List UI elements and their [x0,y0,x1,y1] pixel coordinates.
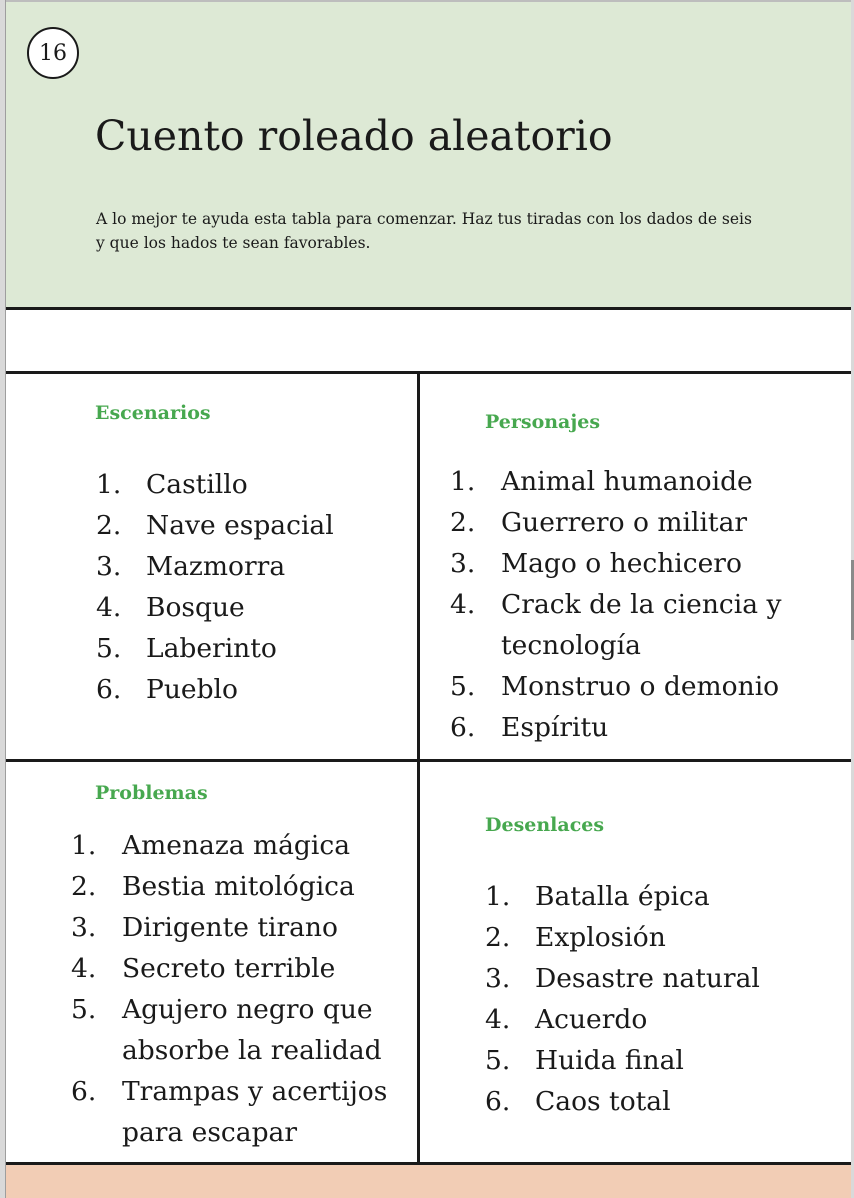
table-top-border [6,371,851,374]
list-item: 4. Crack de la ciencia y tecnología [450,589,782,661]
list-item: 5. Agujero negro que absorbe la realidad [71,994,382,1066]
list-item: 6. Espíritu [450,712,609,743]
list-item: 5. Monstruo o demonio [450,671,780,702]
list-item: 5. Huida final [485,1045,684,1076]
list-item: 3. Dirigente tirano [71,912,338,943]
list-item: 1. Batalla épica [485,881,710,912]
table-middle-border [6,759,851,762]
list-item: 5. Laberinto [96,633,277,664]
page-number-badge [27,27,79,79]
page-title: Cuento roleado aleatorio [95,112,613,160]
list-item: 1. Animal humanoide [450,466,753,497]
section-title-problemas: Problemas [95,782,208,804]
list-desenlaces [485,876,760,1122]
section-title-escenarios: Escenarios [95,402,211,424]
list-item: 4. Acuerdo [485,1004,648,1035]
list-personajes [450,461,781,748]
footer-band [6,1165,851,1198]
list-item: 2. Explosión [485,922,666,953]
list-item: 6. Pueblo [96,674,238,705]
list-item: 2. Guerrero o militar [450,507,748,538]
list-item: 6. Caos total [485,1086,671,1117]
list-item: 4. Secreto terrible [71,953,336,984]
list-problemas [71,825,387,1153]
intro-line-2: y que los hados te sean favorables. [96,234,371,252]
page-number: 16 [39,40,67,66]
intro-line-1: A lo mejor te ayuda esta tabla para comenzar. Haz tus tiradas con los dados de seis [96,210,752,228]
list-item: 3. Mago o hechicero [450,548,742,579]
divider-under-header [6,307,851,310]
list-item: 3. Mazmorra [96,551,286,582]
list-item: 3. Desastre natural [485,963,760,994]
section-title-desenlaces: Desenlaces [485,814,605,836]
section-title-personajes: Personajes [485,411,601,433]
list-item: 1. Castillo [96,469,248,500]
list-item: 2. Bestia mitológica [71,871,355,902]
list-item: 2. Nave espacial [96,510,334,541]
list-item: 4. Bosque [96,592,245,623]
list-item: 6. Trampas y acertijos para escapar [71,1076,388,1148]
list-escenarios [96,464,334,710]
intro-text [96,207,796,255]
table-column-divider [417,371,420,1164]
list-item: 1. Amenaza mágica [71,830,351,861]
